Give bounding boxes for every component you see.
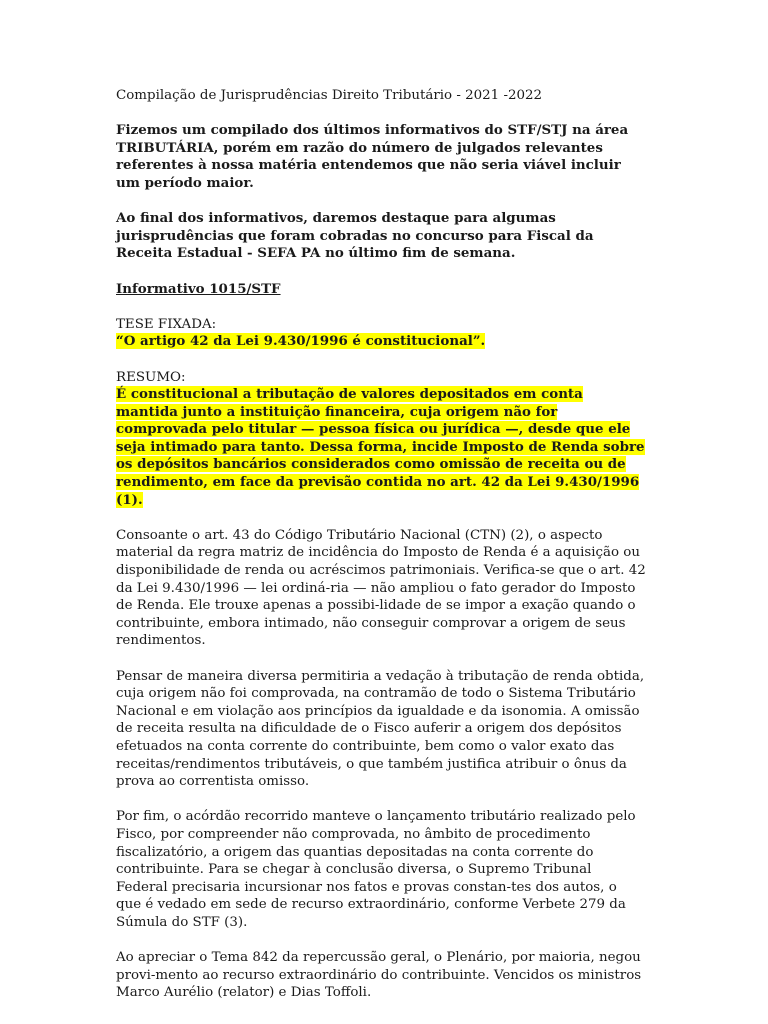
- resumo-text: É constitucional a tributação de valores depositados em conta mantida junto a instituição financeira, cuja origem não for comprovada pelo titular — pessoa física ou jurídica —, desde que ele seja intimado para tanto. Dessa forma, incide Imposto de Renda sobre os depósitos bancários considerados como omissão de receita ou de rendimento, em face da previsão contida no art. 42 da Lei 9.430/1996 (1).: [116, 386, 645, 508]
- resumo-label: RESUMO:: [116, 369, 186, 385]
- intro-paragraph-2: Ao final dos informativos, daremos destaque para algumas jurisprudências que foram cobradas no concurso para Fiscal da Receita Estadual - SEFA PA no último fim de semana.: [116, 210, 594, 262]
- tese-label: TESE FIXADA:: [116, 316, 217, 332]
- document-title: Compilação de Jurisprudências Direito Tributário - 2021 -2022: [116, 88, 543, 103]
- document-page: [116, 87, 646, 1019]
- resumo-section: [116, 369, 646, 510]
- informativo-heading: Informativo 1015/STF: [116, 280, 281, 297]
- body-paragraph-4: Ao apreciar o Tema 842 da repercussão geral, o Plenário, por maioria, negou provi-mento ao recurso extraordinário do contribuinte. Vencidos os ministros Marco Aurélio (relator) e Dias Toffoli.: [116, 950, 642, 1001]
- tese-text: “O artigo 42 da Lei 9.430/1996 é constitucional”.: [116, 333, 486, 350]
- tese-section: [116, 316, 646, 351]
- body-paragraph-1: Consoante o art. 43 do Código Tributário Nacional (CTN) (2), o aspecto material da regra matriz de incidência do Imposto de Renda é a aquisição ou disponibilidade de renda ou acréscimos patrimoniais. Verifica-se que o art. 42 da Lei 9.430/1996 — lei ordiná-ria — não ampliou o fato gerador do Imposto de Renda. Ele trouxe apenas a possibi-lidade de se impor a exação quando o contribuinte, embora intimado, não conseguir comprovar a origem de seus rendimentos.: [116, 527, 646, 649]
- body-paragraph-2: Pensar de maneira diversa permitiria a vedação à tributação de renda obtida, cuja origem não foi comprovada, na contramão de todo o Sistema Tributário Nacional e em violação aos princípios da igualdade e da isonomia. A omissão de receita resulta na dificuldade de o Fisco auferir a origem dos depósitos efetuados na conta corrente do contribuinte, bem como o valor exato das receitas/rendimentos tributáveis, o que também justifica atribuir o ônus da prova ao correntista omisso.: [116, 668, 645, 790]
- body-paragraph-3: Por fim, o acórdão recorrido manteve o lançamento tributário realizado pelo Fisco, por compreender não comprovada, no âmbito de procedimento fiscalizatório, a origem das quantias depositadas na conta corrente do contribuinte. Para se chegar à conclusão diversa, o Supremo Tribunal Federal precisaria incursionar nos fatos e provas constan-tes dos autos, o que é vedado em sede de recurso extraordinário, conforme Verbete 279 da Súmula do STF (3).: [116, 809, 636, 930]
- intro-paragraph: Fizemos um compilado dos últimos informativos do STF/STJ na área TRIBUTÁRIA, porém em razão do número de julgados relevantes referentes à nossa matéria entendemos que não seria viável incluir um período maior.: [116, 122, 629, 191]
